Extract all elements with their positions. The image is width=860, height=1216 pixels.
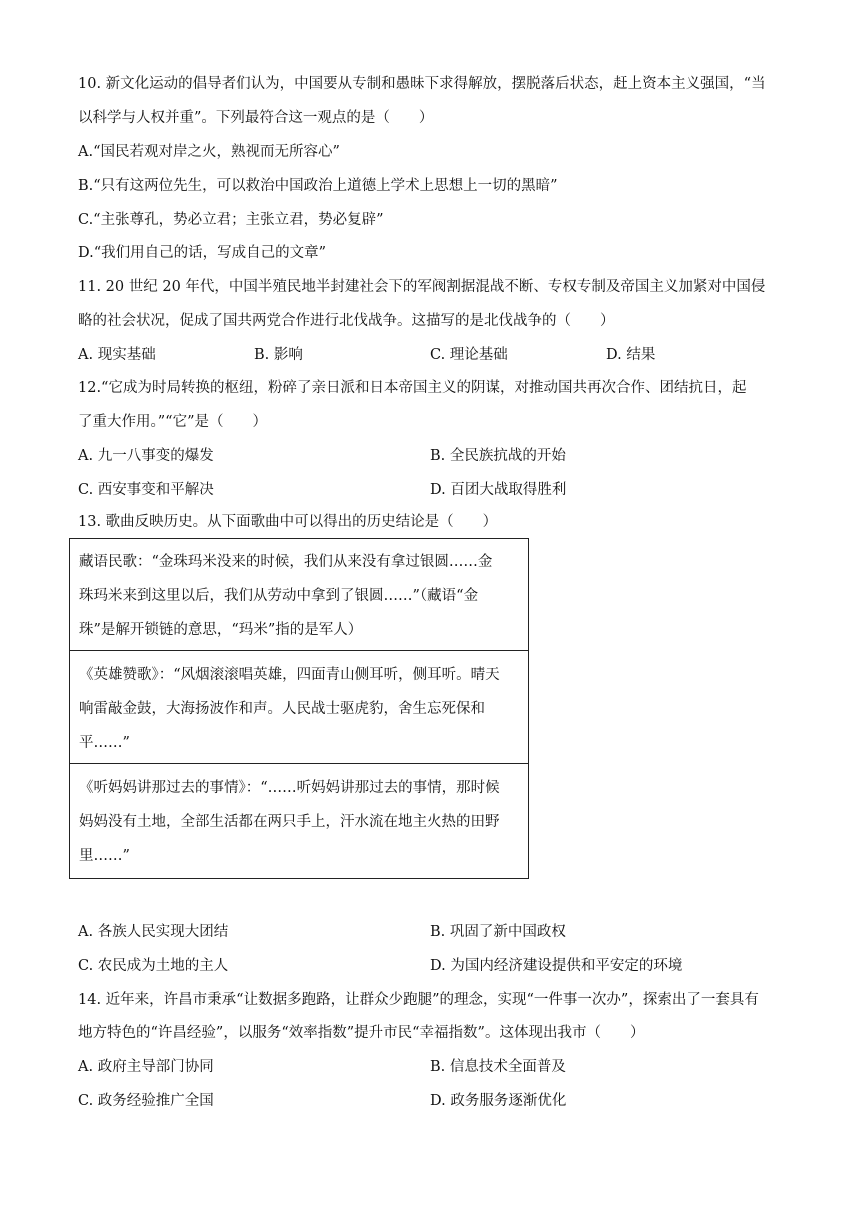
q10-option-b: B.“只有这两位先生，可以救治中国政治上道德上学术上思想上一切的黑暗”: [78, 178, 558, 194]
q10-option-a: A.“国民若观对岸之火，熟视而无所容心”: [78, 144, 340, 160]
q10-stem-line2: 以科学与人权并重”。下列最符合这一观点的是（ ）: [78, 110, 434, 126]
song-line: 响雷敲金鼓，大海扬波作和声。人民战士驱虎豹，舍生忘死保和: [79, 701, 485, 717]
q14-option-c: C. 政务经验推广全国: [78, 1093, 214, 1109]
q13-option-c: C. 农民成为土地的主人: [78, 958, 229, 974]
q11-option-b: B. 影响: [254, 347, 303, 363]
q14-stem-line1: 14. 近年来，许昌市秉承“让数据多跑路，让群众少跑腿”的理念，实现“一件事一次办”，探索出了一套具有: [78, 992, 759, 1008]
song-cell-tibetan-folk: [70, 539, 528, 650]
song-cell-hero-anthem: [70, 650, 528, 763]
q12-option-d: D. 百团大战取得胜利: [430, 482, 567, 498]
q11-stem-line2: 略的社会状况，促成了国共两党合作进行北伐战争。这描写的是北伐战争的（ ）: [78, 313, 615, 329]
song-line: 里……”: [79, 848, 130, 864]
q12-stem-line2: 了重大作用。”“它”是（ ）: [78, 414, 267, 430]
song-line: 妈妈没有土地，全部生活都在两只手上，汗水流在地主火热的田野: [79, 814, 500, 830]
q11-option-d: D. 结果: [606, 347, 656, 363]
q12-stem-line1: 12.“它成为时局转换的枢纽，粉碎了亲日派和日本帝国主义的阴谋，对推动国共再次合作、团结抗日，起: [78, 380, 747, 396]
q10-option-d: D.“我们用自己的话，写成自己的文章”: [78, 245, 327, 261]
q10-stem-line1: 10. 新文化运动的倡导者们认为，中国要从专制和愚昧下求得解放，摆脱落后状态，赶上资本主义强国，“当: [78, 76, 766, 92]
song-line: 《英雄赞歌》：“风烟滚滚唱英雄，四面青山侧耳听，侧耳听。晴天: [79, 667, 500, 683]
song-line: 珠玛米来到这里以后，我们从劳动中拿到了银圆……”（藏语“金: [79, 588, 479, 604]
q14-option-b: B. 信息技术全面普及: [430, 1059, 566, 1075]
q12-option-c: C. 西安事变和平解决: [78, 482, 214, 498]
q12-option-b: B. 全民族抗战的开始: [430, 448, 566, 464]
q13-stem: 13. 歌曲反映历史。从下面歌曲中可以得出的历史结论是（ ）: [78, 514, 498, 530]
q13-option-d: D. 为国内经济建设提供和平安定的环境: [430, 958, 683, 974]
q10-option-c: C.“主张尊孔，势必立君；主张立君，势必复辟”: [78, 212, 384, 228]
q14-option-d: D. 政务服务逐渐优化: [430, 1093, 567, 1109]
q12-option-a: A. 九一八事变的爆发: [78, 448, 214, 464]
song-line: 珠”是解开锁链的意思，“玛米”指的是军人）: [79, 622, 363, 638]
q14-option-a: A. 政府主导部门协同: [78, 1059, 214, 1075]
song-line: 平……”: [79, 735, 130, 751]
song-cell-mother-past: [70, 763, 528, 878]
q13-option-b: B. 巩固了新中国政权: [430, 924, 566, 940]
q11-stem-line1: 11. 20 世纪 20 年代，中国半殖民地半封建社会下的军阀割据混战不断、专权专制及帝国主义加紧对中国侵: [78, 279, 766, 295]
q11-option-a: A. 现实基础: [78, 347, 156, 363]
q14-stem-line2: 地方特色的“许昌经验”，以服务“效率指数”提升市民“幸福指数”。这体现出我市（ ）: [78, 1025, 645, 1041]
song-line: 《听妈妈讲那过去的事情》：“……听妈妈讲那过去的事情，那时候: [79, 780, 500, 796]
q13-option-a: A. 各族人民实现大团结: [78, 924, 229, 940]
song-line: 藏语民歌：“金珠玛米没来的时候，我们从来没有拿过银圆……金: [79, 554, 493, 570]
song-lyrics-table: [69, 538, 529, 879]
q11-option-c: C. 理论基础: [430, 347, 508, 363]
